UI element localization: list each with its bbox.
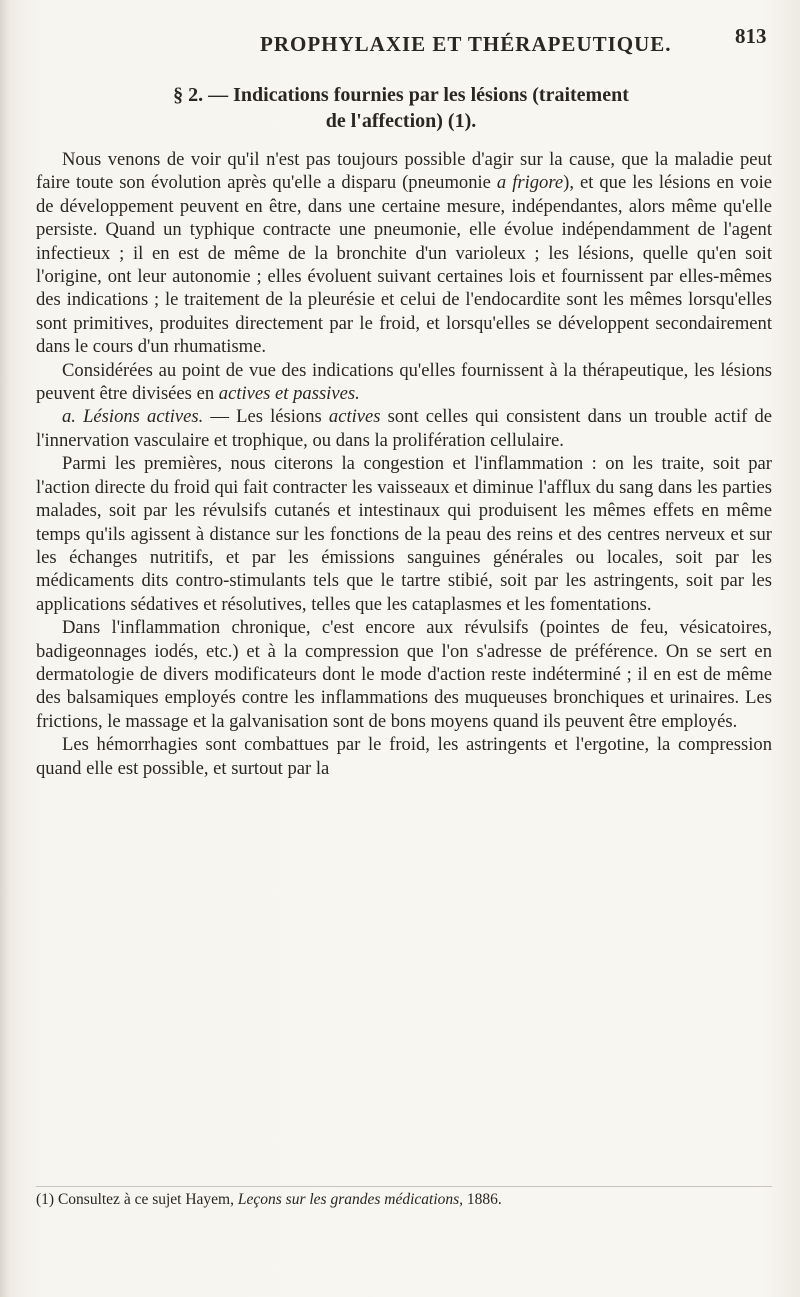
section-heading-line1: § 2. — Indications fournies par les lésions (traitement: [173, 84, 629, 106]
paragraph-5: Dans l'inflammation chronique, c'est encore aux révulsifs (pointes de feu, vésicatoires, badigeonnages iodés, etc.) et à la compression que l'on s'adresse de préférence. On se sert en dermatologie de divers modificateurs dont le mode d'action reste indéterminé ; il en est de même des balsamiques employés contre les inflammations des muqueuses bronchiques et urinaires. Les frictions, le massage et la galvanisation sont de bons moyens quand ils peuvent être employés.: [36, 617, 772, 732]
section-heading: [36, 82, 766, 134]
paragraph-4: Parmi les premières, nous citerons la congestion et l'inflammation : on les traite, soit par l'action directe du froid qui fait contracter les vaisseaux et diminue l'afflux du sang dans les parties malades, soit par les révulsifs cutanés et intestinaux qui produisent les mêmes effets en même temps qu'ils agissent à distance sur les fonctions de la peau des reins et des centres nerveux et sur les échanges nutritifs, et par les émissions sanguines générales ou locales, soit par les médicaments dits contro-stimulants tels que le tartre stibié, soit par les astringents, soit par les applications sédatives et résolutives, telles que les cataplasmes et les fomentations.: [36, 453, 772, 615]
paragraph-1-text-a: Nous venons de voir qu'il n'est pas toujours possible d'agir sur la cause, que la maladie peut faire toute son évolution après qu'elle a disparu (pneumonie: [36, 149, 772, 194]
paragraph-3: [36, 405, 772, 452]
paragraph-3-italic: actives: [328, 406, 381, 428]
paragraph-1-text-b: ), et que les lésions en voie de développement peuvent en être, dans une certaine mesure, indépendantes, alors même qu'elle persiste. Quand un typhique contracte une pneumonie, elle évolue indépendamment de l'agent infectieux ; il en est de même de la bronchite d'un varioleux ; les lésions, quelle qu'en soit l'origine, ont leur autonomie ; elles évoluent suivant certaines lois et fournissent par elles-mêmes des indications ; le traitement de la pleurésie et celui de l'endocardite sont les mêmes lorsqu'elles sont primitives, produites directement par le froid, et lorsqu'elles se développent secondairement dans le cours d'un rhumatisme.: [36, 172, 773, 358]
footnote-book-title: Leçons sur les grandes médications,: [237, 1191, 464, 1208]
subsection-active-lesions: a. Lésions actives.: [62, 406, 204, 428]
paragraph-6: Les hémorrhagies sont combattues par le froid, les astringents et l'ergotine, la compression quand elle est possible, et surtout par la: [36, 734, 772, 779]
footnote-divider: [36, 1186, 772, 1187]
section-heading-line2: de l'affection) (1).: [325, 110, 477, 132]
footnote-year: 1886.: [463, 1191, 502, 1208]
footnote-text: (1) Consultez à ce sujet Hayem,: [36, 1191, 238, 1208]
paragraph-3-text-c: sont celles qui consistent dans un trouble actif de l'innervation vasculaire et trophique, ou dans la prolifération cellulaire.: [36, 406, 772, 451]
paragraph-3-text-b: — Les lésions: [203, 406, 329, 428]
body-text: [36, 148, 772, 780]
page-spine-shadow: [0, 0, 10, 1297]
paragraph-1: [36, 148, 772, 359]
paragraph-1-italic: a frigore: [496, 172, 564, 194]
running-title: PROPHYLAXIE ET THÉRAPEUTIQUE.: [260, 32, 672, 56]
running-head: [0, 22, 800, 62]
paragraph-2-text: Considérées au point de vue des indications qu'elles fournissent à la thérapeutique, les lésions peuvent être divisées en: [36, 359, 772, 405]
footnote: [36, 1190, 772, 1210]
paragraph-2: [36, 359, 772, 406]
page-number: 813: [735, 24, 767, 48]
paragraph-2-italic: actives et passives.: [218, 383, 360, 405]
